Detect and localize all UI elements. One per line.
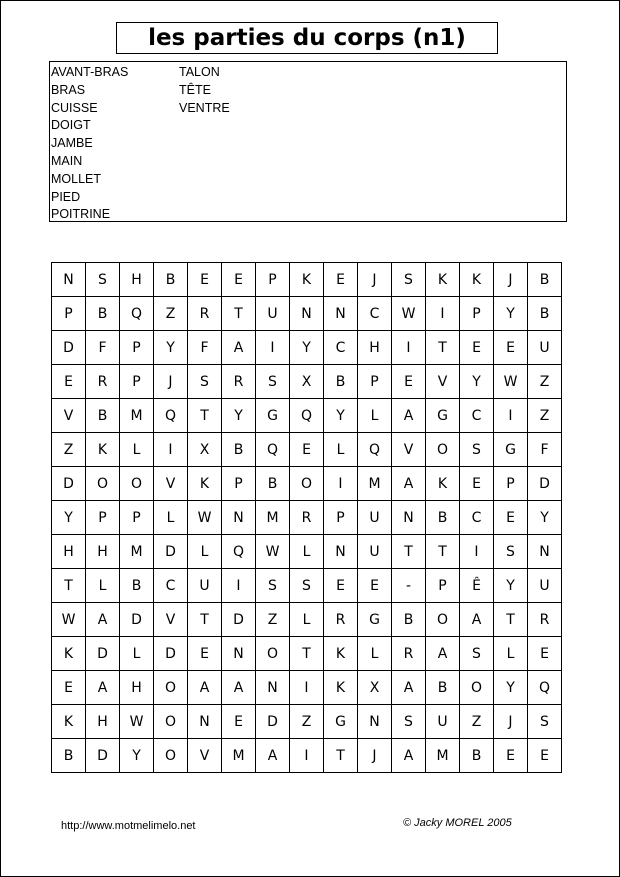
word-list-item: DOIGT (51, 118, 91, 133)
grid-cell[interactable]: O (120, 467, 154, 501)
grid-cell[interactable]: D (52, 467, 86, 501)
grid-cell[interactable]: Ê (460, 569, 494, 603)
grid-cell[interactable]: T (494, 603, 528, 637)
grid-cell[interactable]: L (154, 501, 188, 535)
grid-cell[interactable]: - (392, 569, 426, 603)
grid-cell[interactable]: L (324, 433, 358, 467)
grid-cell[interactable]: B (528, 297, 562, 331)
grid-cell[interactable]: B (86, 297, 120, 331)
grid-cell[interactable]: Q (290, 399, 324, 433)
grid-cell[interactable]: I (290, 739, 324, 773)
grid-cell[interactable]: P (52, 297, 86, 331)
grid-cell[interactable]: Y (494, 671, 528, 705)
grid-cell[interactable]: Z (290, 705, 324, 739)
grid-cell[interactable]: Y (222, 399, 256, 433)
grid-cell[interactable]: L (290, 535, 324, 569)
grid-cell[interactable]: W (120, 705, 154, 739)
grid-cell[interactable]: A (188, 671, 222, 705)
grid-cell[interactable]: V (392, 433, 426, 467)
grid-cell[interactable]: U (256, 297, 290, 331)
grid-cell[interactable]: K (426, 263, 460, 297)
grid-cell[interactable]: B (256, 467, 290, 501)
grid-cell[interactable]: H (52, 535, 86, 569)
grid-cell[interactable]: S (256, 365, 290, 399)
word-list-column-1 (51, 64, 128, 224)
grid-row (52, 671, 562, 705)
grid-cell[interactable]: K (426, 467, 460, 501)
grid-row (52, 501, 562, 535)
grid-cell[interactable]: J (154, 365, 188, 399)
grid-row (52, 365, 562, 399)
grid-cell[interactable]: J (358, 739, 392, 773)
grid-cell[interactable]: H (120, 263, 154, 297)
grid-cell[interactable]: T (290, 637, 324, 671)
grid-cell[interactable]: N (528, 535, 562, 569)
word-list-item: AVANT-BRAS (51, 65, 129, 79)
grid-cell[interactable]: Z (460, 705, 494, 739)
grid-cell[interactable]: S (392, 705, 426, 739)
grid-cell[interactable]: H (86, 705, 120, 739)
grid-cell[interactable]: C (460, 501, 494, 535)
grid-cell[interactable]: T (52, 569, 86, 603)
grid-cell[interactable]: B (154, 263, 188, 297)
grid-cell[interactable]: E (460, 331, 494, 365)
word-list-item: MOLLET (51, 171, 102, 186)
word-list-item: JAMBE (51, 136, 93, 151)
grid-row (52, 569, 562, 603)
grid-cell[interactable]: W (256, 535, 290, 569)
grid-cell[interactable]: E (494, 739, 528, 773)
grid-cell[interactable]: K (86, 433, 120, 467)
grid-cell[interactable]: X (290, 365, 324, 399)
grid-cell[interactable]: S (494, 535, 528, 569)
grid-cell[interactable]: W (188, 501, 222, 535)
grid-cell[interactable]: O (86, 467, 120, 501)
grid-cell[interactable]: U (358, 501, 392, 535)
grid-cell[interactable]: K (188, 467, 222, 501)
grid-cell[interactable]: J (358, 263, 392, 297)
grid-cell[interactable]: Q (256, 433, 290, 467)
grid-cell[interactable]: R (188, 297, 222, 331)
grid-cell[interactable]: E (188, 637, 222, 671)
grid-cell[interactable]: N (290, 297, 324, 331)
grid-cell[interactable]: P (460, 297, 494, 331)
grid-cell[interactable]: Q (528, 671, 562, 705)
grid-cell[interactable]: I (290, 671, 324, 705)
grid-cell[interactable]: D (222, 603, 256, 637)
grid-cell[interactable]: H (120, 671, 154, 705)
grid-cell[interactable]: Y (120, 739, 154, 773)
grid-cell[interactable]: D (120, 603, 154, 637)
grid-cell[interactable]: X (358, 671, 392, 705)
grid-cell[interactable]: E (324, 569, 358, 603)
grid-cell[interactable]: R (528, 603, 562, 637)
grid-cell[interactable]: S (460, 433, 494, 467)
grid-cell[interactable]: N (188, 705, 222, 739)
grid-cell[interactable]: N (222, 501, 256, 535)
grid-cell[interactable]: E (460, 467, 494, 501)
grid-cell[interactable]: Y (494, 569, 528, 603)
grid-cell[interactable]: T (188, 399, 222, 433)
grid-cell[interactable]: P (120, 365, 154, 399)
grid-cell[interactable]: Z (154, 297, 188, 331)
grid-cell[interactable]: I (154, 433, 188, 467)
grid-cell[interactable]: D (154, 637, 188, 671)
grid-row (52, 297, 562, 331)
grid-cell[interactable]: F (528, 433, 562, 467)
grid-cell[interactable]: Z (52, 433, 86, 467)
grid-cell[interactable]: A (392, 739, 426, 773)
grid-cell[interactable]: A (426, 637, 460, 671)
grid-cell[interactable]: A (86, 603, 120, 637)
grid-cell[interactable]: P (426, 569, 460, 603)
grid-cell[interactable]: P (358, 365, 392, 399)
grid-cell[interactable]: N (52, 263, 86, 297)
grid-cell[interactable]: W (52, 603, 86, 637)
grid-row (52, 433, 562, 467)
grid-cell[interactable]: K (290, 263, 324, 297)
grid-cell[interactable]: Z (256, 603, 290, 637)
grid-cell[interactable]: K (52, 637, 86, 671)
grid-cell[interactable]: E (52, 365, 86, 399)
grid-cell[interactable]: W (392, 297, 426, 331)
grid-cell[interactable]: S (188, 365, 222, 399)
grid-cell[interactable]: P (120, 501, 154, 535)
grid-cell[interactable]: O (460, 671, 494, 705)
footer-copyright: © Jacky MOREL 2005 (403, 817, 512, 829)
grid-cell[interactable]: Y (52, 501, 86, 535)
grid-cell[interactable]: L (358, 637, 392, 671)
grid-cell[interactable]: Y (494, 297, 528, 331)
grid-cell[interactable]: N (222, 637, 256, 671)
word-list-item: TALON (179, 65, 220, 79)
word-list-item: MAIN (51, 153, 83, 168)
grid-cell[interactable]: B (86, 399, 120, 433)
grid-cell[interactable]: Y (528, 501, 562, 535)
grid-cell[interactable]: C (154, 569, 188, 603)
grid-cell[interactable]: E (188, 263, 222, 297)
grid-cell[interactable]: I (426, 297, 460, 331)
grid-cell[interactable]: I (324, 467, 358, 501)
grid-cell[interactable]: W (494, 365, 528, 399)
grid-cell[interactable]: Z (528, 399, 562, 433)
grid-cell[interactable]: O (154, 705, 188, 739)
grid-cell[interactable]: A (86, 671, 120, 705)
grid-row (52, 399, 562, 433)
grid-cell[interactable]: E (290, 433, 324, 467)
grid-cell[interactable]: M (426, 739, 460, 773)
grid-cell[interactable]: L (494, 637, 528, 671)
grid-cell[interactable]: P (222, 467, 256, 501)
grid-cell[interactable]: B (324, 365, 358, 399)
grid-cell[interactable]: C (324, 331, 358, 365)
grid-cell[interactable]: K (52, 705, 86, 739)
grid-cell[interactable]: E (52, 671, 86, 705)
grid-cell[interactable]: T (392, 535, 426, 569)
word-list-item: TÊTE (179, 82, 211, 97)
grid-row (52, 637, 562, 671)
word-list (49, 61, 567, 222)
grid-cell[interactable]: M (120, 399, 154, 433)
grid-cell[interactable]: X (188, 433, 222, 467)
word-list-column-2 (179, 64, 230, 117)
grid-cell[interactable]: P (120, 331, 154, 365)
page-title (116, 22, 498, 54)
grid-cell[interactable]: D (86, 637, 120, 671)
grid-cell[interactable]: E (494, 331, 528, 365)
grid-cell[interactable]: V (154, 467, 188, 501)
grid-row (52, 603, 562, 637)
grid-cell[interactable]: S (256, 569, 290, 603)
grid-cell[interactable]: U (528, 569, 562, 603)
grid-cell[interactable]: Z (528, 365, 562, 399)
grid-cell[interactable]: B (426, 501, 460, 535)
grid-cell[interactable]: I (256, 331, 290, 365)
grid-cell[interactable]: G (494, 433, 528, 467)
page-title-text: les parties du corps (n1) (148, 24, 466, 51)
grid-cell[interactable]: M (256, 501, 290, 535)
grid-cell[interactable]: E (528, 739, 562, 773)
grid-cell[interactable]: H (86, 535, 120, 569)
grid-cell[interactable]: Y (324, 399, 358, 433)
footer-url[interactable]: http://www.motmelimelo.net (61, 820, 196, 832)
grid-cell[interactable]: D (528, 467, 562, 501)
grid-cell[interactable]: K (324, 671, 358, 705)
grid-cell[interactable]: E (222, 263, 256, 297)
word-list-item: CUISSE (51, 100, 98, 115)
word-list-item: PIED (51, 189, 81, 204)
grid-cell[interactable]: B (460, 739, 494, 773)
grid-cell[interactable]: R (324, 603, 358, 637)
grid-cell[interactable]: K (460, 263, 494, 297)
grid-cell[interactable]: T (222, 297, 256, 331)
grid-row (52, 705, 562, 739)
grid-cell[interactable]: O (154, 671, 188, 705)
grid-cell[interactable]: A (222, 671, 256, 705)
grid-cell[interactable]: B (392, 603, 426, 637)
grid-cell[interactable]: S (86, 263, 120, 297)
grid-cell[interactable]: E (222, 705, 256, 739)
grid-cell[interactable]: A (256, 739, 290, 773)
grid-cell[interactable]: M (222, 739, 256, 773)
grid-cell[interactable]: O (290, 467, 324, 501)
grid-cell[interactable]: L (86, 569, 120, 603)
grid-cell[interactable]: B (52, 739, 86, 773)
grid-cell[interactable]: R (86, 365, 120, 399)
grid-cell[interactable]: T (188, 603, 222, 637)
word-list-item: VENTRE (179, 100, 230, 115)
grid-cell[interactable]: N (324, 297, 358, 331)
grid-cell[interactable]: L (120, 637, 154, 671)
grid-cell[interactable]: P (86, 501, 120, 535)
grid-cell[interactable]: A (392, 467, 426, 501)
grid-cell[interactable]: L (290, 603, 324, 637)
grid-cell[interactable]: C (358, 297, 392, 331)
grid-cell[interactable]: B (222, 433, 256, 467)
grid-cell[interactable]: B (426, 671, 460, 705)
grid-cell[interactable]: Q (154, 399, 188, 433)
grid-cell[interactable]: Q (120, 297, 154, 331)
grid-cell[interactable]: O (426, 603, 460, 637)
grid-cell[interactable]: E (494, 501, 528, 535)
grid-row (52, 467, 562, 501)
grid-cell[interactable]: Y (290, 331, 324, 365)
grid-cell[interactable]: U (188, 569, 222, 603)
grid-cell[interactable]: E (392, 365, 426, 399)
grid-cell[interactable]: A (392, 399, 426, 433)
grid-cell[interactable]: N (392, 501, 426, 535)
grid-cell[interactable]: O (154, 739, 188, 773)
grid-cell[interactable]: N (256, 671, 290, 705)
grid-cell[interactable]: G (426, 399, 460, 433)
grid-cell[interactable]: I (392, 331, 426, 365)
grid-cell[interactable]: R (392, 637, 426, 671)
grid-cell[interactable]: O (426, 433, 460, 467)
grid-cell[interactable]: T (426, 535, 460, 569)
grid-cell[interactable]: T (426, 331, 460, 365)
grid-cell[interactable]: D (86, 739, 120, 773)
grid-cell[interactable]: H (358, 331, 392, 365)
grid-cell[interactable]: J (494, 705, 528, 739)
grid-cell[interactable]: T (324, 739, 358, 773)
grid-cell[interactable]: C (460, 399, 494, 433)
grid-cell[interactable]: A (460, 603, 494, 637)
grid-cell[interactable]: U (358, 535, 392, 569)
grid-cell[interactable]: L (188, 535, 222, 569)
grid-cell[interactable]: F (188, 331, 222, 365)
word-list-item: BRAS (51, 82, 86, 97)
grid-cell[interactable]: L (358, 399, 392, 433)
grid-cell[interactable]: Q (222, 535, 256, 569)
grid-cell[interactable]: N (324, 535, 358, 569)
grid-cell[interactable]: N (358, 705, 392, 739)
grid-cell[interactable]: Q (358, 433, 392, 467)
grid-cell[interactable]: U (528, 331, 562, 365)
grid-cell[interactable]: R (290, 501, 324, 535)
grid-cell[interactable]: I (460, 535, 494, 569)
grid-cell[interactable]: G (324, 705, 358, 739)
word-list-item: POITRINE (51, 207, 111, 222)
grid-cell[interactable]: P (494, 467, 528, 501)
grid-cell[interactable]: D (52, 331, 86, 365)
grid-cell[interactable]: M (358, 467, 392, 501)
grid-cell[interactable]: D (256, 705, 290, 739)
grid-cell[interactable]: A (222, 331, 256, 365)
grid-cell[interactable]: Y (460, 365, 494, 399)
grid-cell[interactable]: S (290, 569, 324, 603)
grid-cell[interactable]: S (460, 637, 494, 671)
grid-cell[interactable]: F (86, 331, 120, 365)
grid-cell[interactable]: L (120, 433, 154, 467)
grid-cell[interactable]: S (528, 705, 562, 739)
grid-cell[interactable]: E (358, 569, 392, 603)
grid-cell[interactable]: G (256, 399, 290, 433)
grid-cell[interactable]: V (52, 399, 86, 433)
grid-cell[interactable]: O (256, 637, 290, 671)
grid-cell[interactable]: U (426, 705, 460, 739)
grid-cell[interactable]: P (256, 263, 290, 297)
grid-cell[interactable]: B (528, 263, 562, 297)
grid-cell[interactable]: G (358, 603, 392, 637)
grid-cell[interactable]: E (528, 637, 562, 671)
grid-cell[interactable]: K (324, 637, 358, 671)
grid-cell[interactable]: V (426, 365, 460, 399)
grid-row (52, 331, 562, 365)
grid-cell[interactable]: I (494, 399, 528, 433)
grid-cell[interactable]: A (392, 671, 426, 705)
grid-cell[interactable]: M (120, 535, 154, 569)
grid-row (52, 535, 562, 569)
letter-grid (51, 262, 562, 773)
grid-cell[interactable]: B (120, 569, 154, 603)
grid-cell[interactable]: P (324, 501, 358, 535)
grid-cell[interactable]: V (188, 739, 222, 773)
grid-cell[interactable]: I (222, 569, 256, 603)
grid-cell[interactable]: R (222, 365, 256, 399)
grid-row (52, 739, 562, 773)
grid-cell[interactable]: V (154, 603, 188, 637)
grid-cell[interactable]: S (392, 263, 426, 297)
grid-cell[interactable]: D (154, 535, 188, 569)
grid-cell[interactable]: E (324, 263, 358, 297)
grid-cell[interactable]: Y (154, 331, 188, 365)
grid-cell[interactable]: J (494, 263, 528, 297)
grid-row (52, 263, 562, 297)
